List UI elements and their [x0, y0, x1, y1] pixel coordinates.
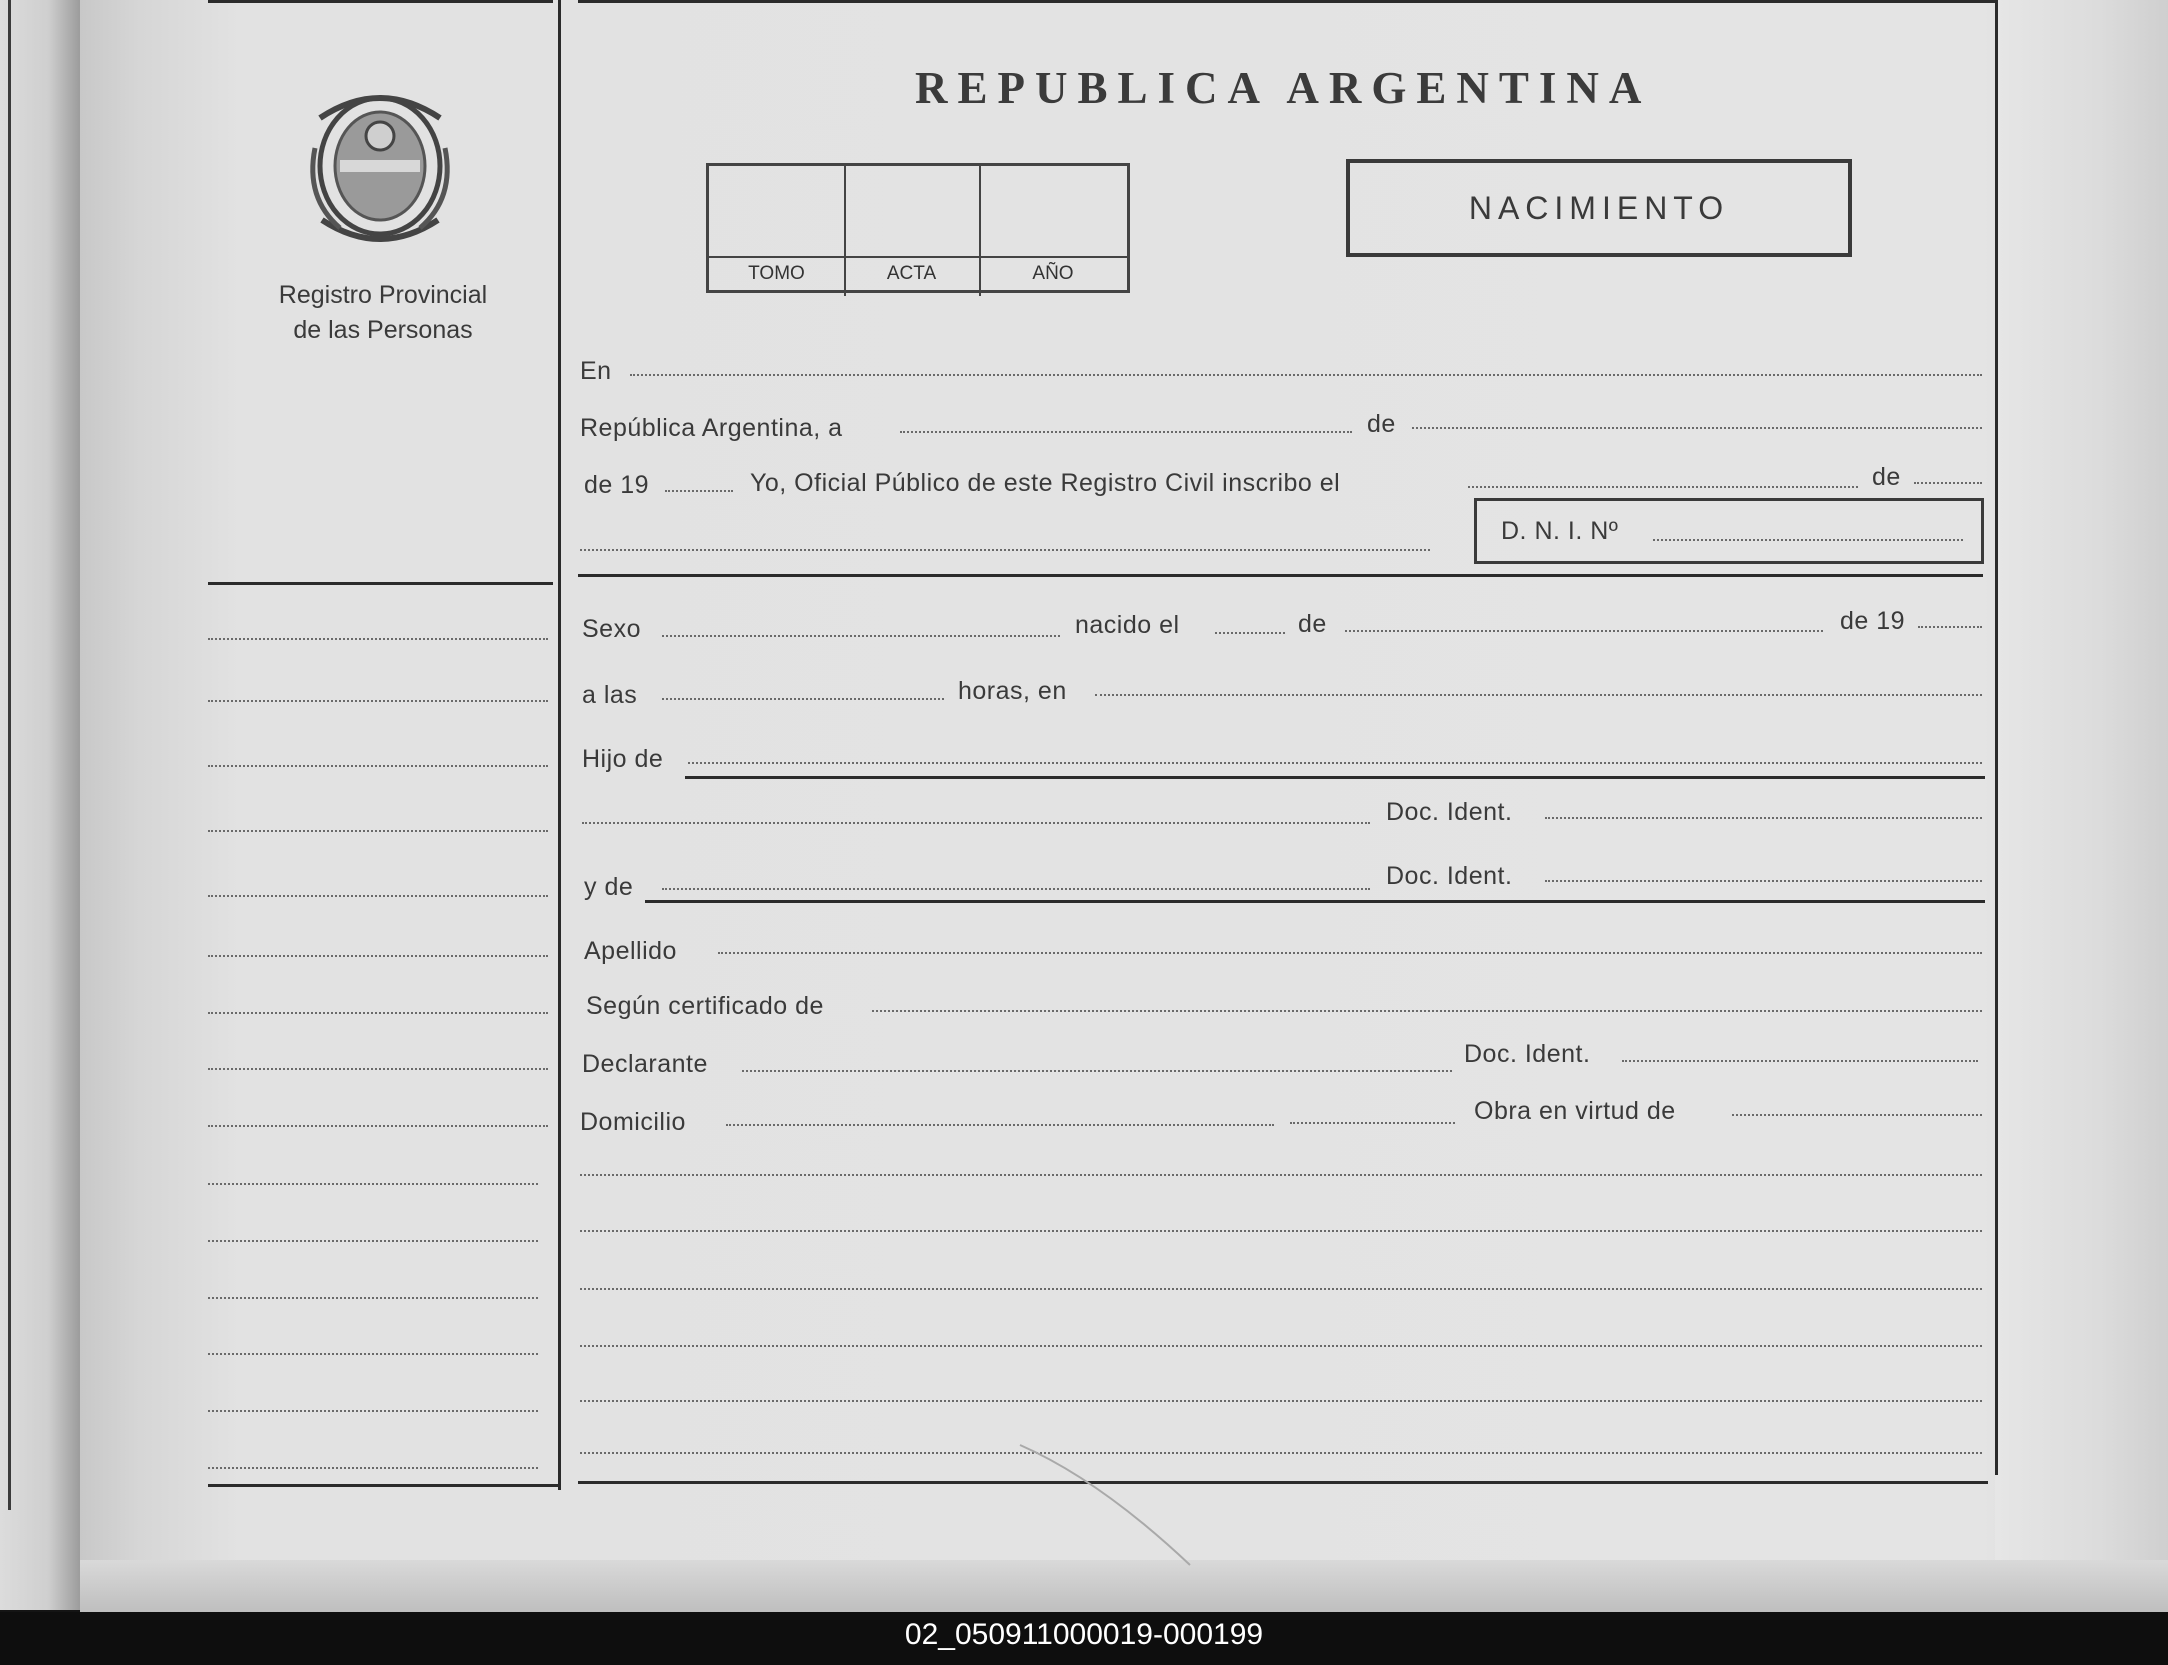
field-inscribo[interactable]: [1468, 486, 1858, 488]
page-right-margin: [1995, 0, 2168, 1612]
section-divider: [578, 574, 1983, 577]
margin-note-line: [208, 700, 548, 702]
field-dia[interactable]: [900, 431, 1352, 433]
binding-edge: [8, 0, 11, 1510]
record-type-box: [1346, 159, 1852, 257]
field-doc-ident-2[interactable]: [1545, 880, 1982, 882]
field-en[interactable]: [630, 374, 1982, 376]
column-divider: [558, 0, 561, 1490]
field-nacido-dia[interactable]: [1215, 632, 1285, 634]
form-title: REPUBLICA ARGENTINA: [915, 63, 1652, 113]
book-binding: [0, 0, 80, 1610]
field-declarante[interactable]: [742, 1070, 1452, 1072]
record-type-label: NACIMIENTO: [1468, 189, 1730, 226]
label-a-las: a las: [582, 681, 638, 709]
paper-crease-mark: [1010, 1440, 1210, 1570]
field-madre[interactable]: [662, 888, 1370, 890]
registry-name-line-1: Registro Provincial: [278, 281, 488, 309]
notes-line[interactable]: [580, 1174, 1982, 1176]
notes-line[interactable]: [580, 1400, 1982, 1402]
label-declarante: Declarante: [582, 1050, 708, 1078]
coat-of-arms-seal-icon: [300, 88, 460, 258]
top-border-right: [578, 0, 1998, 3]
label-nacido-el: nacido el: [1075, 611, 1180, 639]
field-nacido-mes[interactable]: [1345, 630, 1823, 632]
label-doc-ident-2: Doc. Ident.: [1386, 862, 1513, 890]
label-apellido: Apellido: [584, 937, 677, 965]
label-de-19-b: de 19: [1840, 607, 1906, 635]
left-bottom-border: [208, 1484, 558, 1487]
label-hijo-de: Hijo de: [582, 745, 664, 773]
label-en: En: [580, 357, 612, 385]
field-padre[interactable]: [688, 762, 1982, 764]
table-label-divider: [709, 256, 1127, 258]
field-domicilio[interactable]: [726, 1124, 1274, 1126]
field-domicilio-cont[interactable]: [1290, 1122, 1455, 1124]
bottom-border: [578, 1481, 1988, 1484]
parent-underline: [685, 776, 1985, 779]
label-de-3: de: [1298, 610, 1327, 638]
margin-note-line: [208, 765, 548, 767]
margin-note-line: [208, 1183, 538, 1185]
mother-underline: [645, 900, 1985, 903]
field-lugar[interactable]: [1095, 694, 1982, 696]
margin-note-line: [208, 955, 548, 957]
margin-note-line: [208, 830, 548, 832]
label-y-de: y de: [584, 873, 634, 901]
field-mes[interactable]: [1412, 427, 1982, 429]
registry-name: [238, 278, 528, 348]
label-de-2: de: [1872, 463, 1901, 491]
label-sexo: Sexo: [582, 615, 641, 643]
notes-line[interactable]: [580, 1230, 1982, 1232]
label-obra: Obra en virtud de: [1474, 1097, 1676, 1125]
scan-image-id: 02_050911000019-000199: [904, 1618, 1264, 1651]
field-de-2[interactable]: [1914, 482, 1982, 484]
margin-note-line: [208, 1012, 548, 1014]
label-segun: Según certificado de: [586, 992, 824, 1020]
label-domicilio: Domicilio: [580, 1108, 686, 1136]
acta-label: ACTA: [886, 263, 937, 284]
ano-label: AÑO: [1032, 263, 1074, 284]
right-border: [1995, 0, 1998, 1475]
margin-note-line: [208, 1353, 538, 1355]
label-doc-ident-1: Doc. Ident.: [1386, 798, 1513, 826]
field-apellido[interactable]: [718, 952, 1982, 954]
margin-note-line: [208, 1467, 538, 1469]
margin-note-line: [208, 1125, 548, 1127]
left-section-divider: [208, 582, 553, 585]
field-certificado[interactable]: [872, 1010, 1982, 1012]
notes-line[interactable]: [580, 1452, 1982, 1454]
field-padre-cont[interactable]: [582, 822, 1370, 824]
field-nacido-ano[interactable]: [1918, 626, 1982, 628]
notes-line[interactable]: [580, 1288, 1982, 1290]
label-republica: República Argentina, a: [580, 414, 843, 442]
dni-box: [1474, 498, 1984, 564]
margin-note-line: [208, 1240, 538, 1242]
tomo-label: TOMO: [748, 263, 805, 284]
notes-line[interactable]: [580, 1345, 1982, 1347]
label-dni: D. N. I. Nº: [1501, 517, 1619, 545]
tomo-acta-ano-table: [706, 163, 1130, 293]
margin-note-line: [208, 895, 548, 897]
margin-note-line: [208, 638, 548, 640]
field-ano[interactable]: [665, 490, 733, 492]
registry-name-line-2: de las Personas: [293, 316, 473, 344]
field-doc-ident-3[interactable]: [1622, 1060, 1978, 1062]
label-horas-en: horas, en: [958, 677, 1067, 705]
label-doc-ident-3: Doc. Ident.: [1464, 1040, 1591, 1068]
margin-note-line: [208, 1410, 538, 1412]
field-hora[interactable]: [662, 698, 944, 700]
label-yo-oficial: Yo, Oficial Público de este Registro Civil inscribo el: [750, 469, 1341, 497]
field-name[interactable]: [580, 549, 1430, 551]
field-dni[interactable]: [1653, 539, 1963, 541]
top-border-left: [208, 0, 553, 3]
margin-note-line: [208, 1297, 538, 1299]
margin-note-line: [208, 1068, 548, 1070]
label-de-19: de 19: [584, 471, 650, 499]
label-de-1: de: [1367, 410, 1396, 438]
field-sexo[interactable]: [662, 635, 1060, 637]
field-doc-ident-1[interactable]: [1545, 817, 1982, 819]
field-obra[interactable]: [1732, 1114, 1982, 1116]
